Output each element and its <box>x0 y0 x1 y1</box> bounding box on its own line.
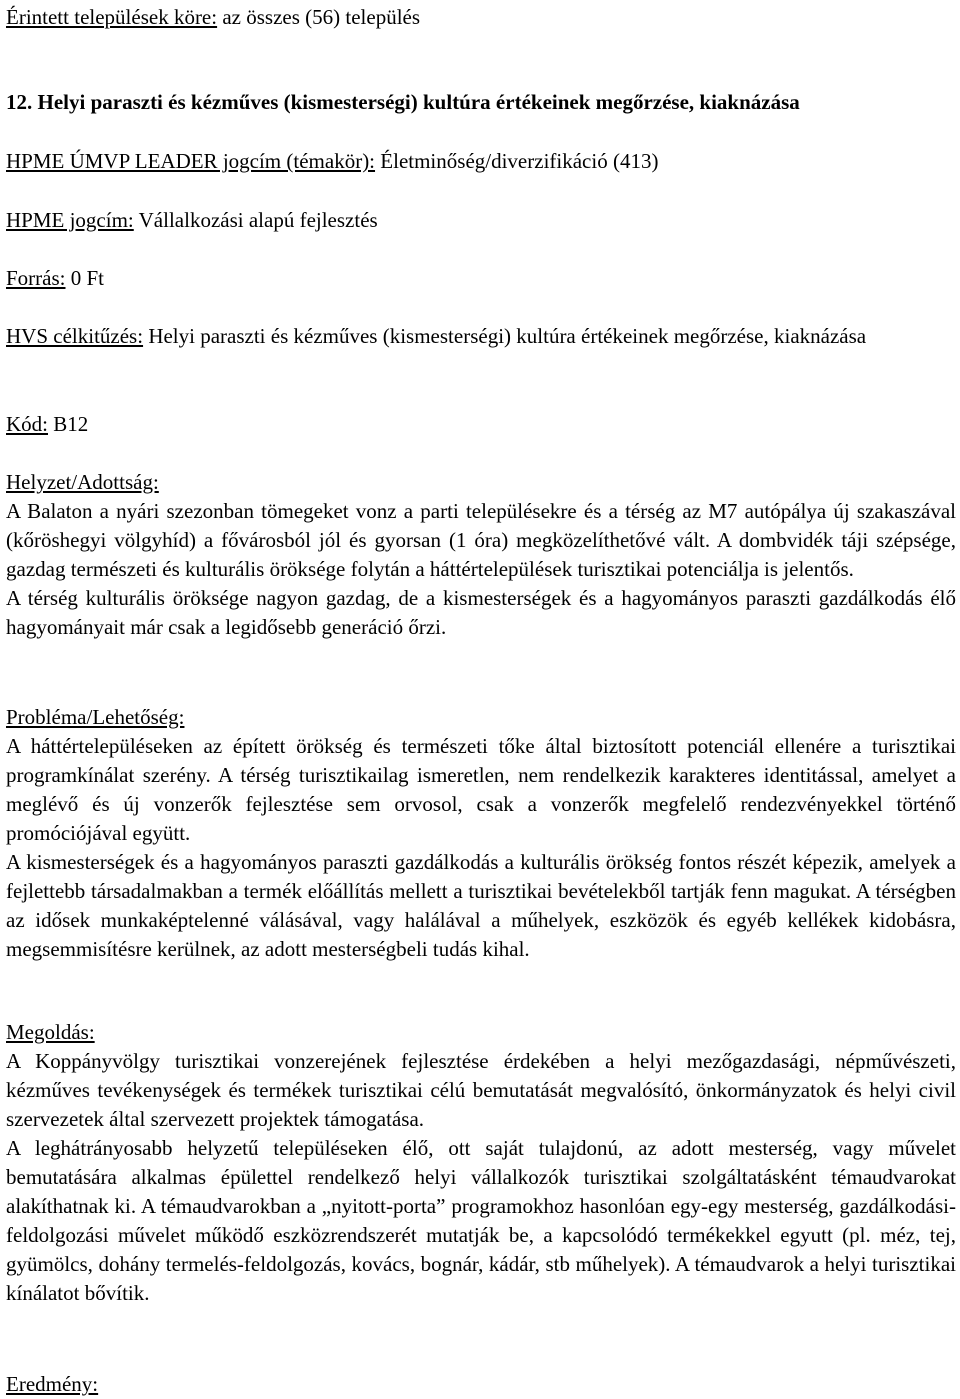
problema-paragraph-2: A kismesterségek és a hagyományos paraszti gazdálkodás a kulturális örökség fontos részét képezik, amelyek a fejlettebb társadalmakban a termék előállítás mellett a turisztikai bevételekből tartják fenn magukat. A térségben az idősek munkaképtelenné válásával, vagy halálával a műhelyek, eszközök és egyéb kellékek kidobásra, megsemmisítésre kerülnek, az adott mesterségbeli tudás kihal. <box>6 850 956 961</box>
section-heading: 12. Helyi paraszti és kézműves (kismesterségi) kultúra értékeinek megőrzése, kiaknázása <box>6 90 800 114</box>
kod <box>6 410 88 439</box>
jogcim-temakor-value: Életminőség/diverzifikáció (413) <box>375 149 659 173</box>
jogcim-temakor <box>6 147 658 176</box>
affected-value: az összes (56) település <box>217 5 421 29</box>
hvs-label: HVS célkitűzés: <box>6 324 144 348</box>
jogcim <box>6 206 378 235</box>
problema-label: Probléma/Lehetőség: <box>6 705 185 729</box>
hvs-celkituzes <box>6 322 956 351</box>
kod-value: B12 <box>48 412 89 436</box>
megoldas-paragraph-2: A leghátrányosabb helyzetű településeken élő, ott saját tulajdonú, az adott mesterség, vagy művelet bemutatására alkalmas épülettel rendelkező helyi vállalkozók turisztikai szolgáltatásként témaudvarokat alakíthatnak ki. A témaudvarokban a „nyitott-porta” programokhoz hasonlóan egy-egy mesterség, gazdálkodási-feldolgozási művelet működő eszközrendszerét mutatják be, a kapcsolódó termékekkel egyutt (pl. méz, tej, gyümölcs, dohány termelés-feldolgozás, kovács, bognár, kádár, stb műhelyek). A témaudvarok a helyi turisztikai kínálatot bővítik. <box>6 1136 956 1305</box>
affected-label: Érintett települések köre: <box>6 5 218 29</box>
megoldas-label: Megoldás: <box>6 1020 95 1044</box>
kod-label: Kód: <box>6 412 48 436</box>
hvs-value: Helyi paraszti és kézműves (kismesterségi) kultúra értékeinek megőrzése, kiaknázása <box>143 324 867 348</box>
helyzet-paragraph-2: A térség kulturális öröksége nagyon gazdag, de a kismesterségek és a hagyományos paraszti gazdálkodás élő hagyományait már csak a legidősebb generáció őrzi. <box>6 586 956 639</box>
megoldas-paragraph-1: A Koppányvölgy turisztikai vonzerejének fejlesztése érdekében a helyi mezőgazdasági, népművészeti, kézműves tevékenységek és termékek turisztikai célú bemutatását megvalósító, önkormányzatok és helyi civil szervezetek által szervezett projektek támogatása. <box>6 1049 956 1131</box>
jogcim-temakor-label: HPME ÚMVP LEADER jogcím (témakör): <box>6 149 376 173</box>
problema-paragraph-1: A háttértelepüléseken az épített örökség és természeti tőke által biztosított potenciál ellenére a turisztikai programkínálat szerény. A térség turisztikailag ismeretlen, nem rendelkezik karakteres identitással, amelyet a meglévő és új vonzerők fejlesztése sem orvosol, csak a vonzerők megfelelő rendezvényekkel történő promóciójával együtt. <box>6 734 956 845</box>
eredmeny-label: Eredmény: <box>6 1372 99 1396</box>
helyzet-label: Helyzet/Adottság: <box>6 470 159 494</box>
forras <box>6 264 104 293</box>
helyzet-paragraph-1: A Balaton a nyári szezonban tömegeket vonz a parti településekre és a térség az M7 autópálya új szakaszával (kőröshegyi völgyhíd) a fővárosból jól és gyorsan (1 óra) megközelíthetővé vált. A dombvidék táji szépsége, gazdag természeti és kulturális öröksége folytán a háttértelepülések turisztikai potenciálja is jelentős. <box>6 499 956 581</box>
helyzet-section <box>6 468 956 642</box>
jogcim-label: HPME jogcím: <box>6 208 134 232</box>
forras-label: Forrás: <box>6 266 66 290</box>
jogcim-value: Vállalkozási alapú fejlesztés <box>133 208 378 232</box>
forras-value: 0 Ft <box>65 266 105 290</box>
megoldas-section <box>6 1018 956 1308</box>
affected-settlements <box>6 3 420 32</box>
problema-section <box>6 703 956 964</box>
